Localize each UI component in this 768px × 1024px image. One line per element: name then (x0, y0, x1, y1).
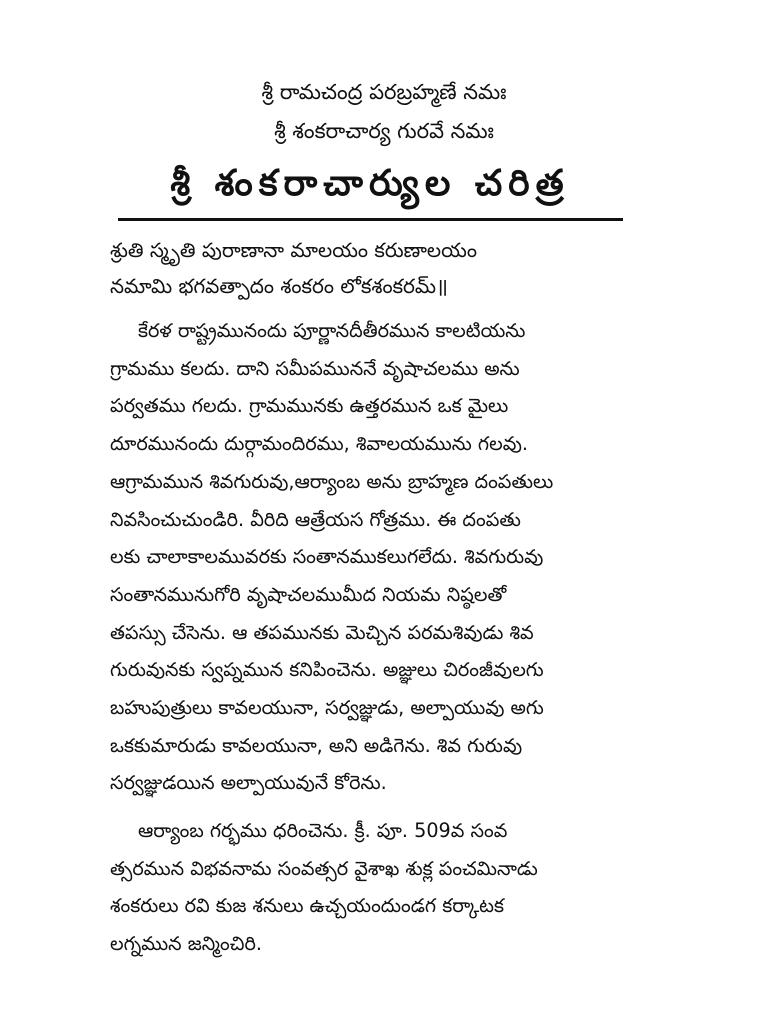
paragraph-line: త్సరమున విభవనామ సంవత్సర వైశాఖ శుక్ల పంచమినాడు (110, 856, 538, 880)
paragraph-line: పర్వతము గలదు. గ్రామమునకు ఉత్తరమున ఒక మైలు (110, 394, 509, 418)
paragraph-line: లకు చాలాకాలమువరకు సంతానముకలుగలేదు. శివగురువు (110, 545, 544, 569)
paragraph-line: ఆర్యాంబ గర్భము ధరించెను. క్రీ. పూ. 509వ సంవ (138, 819, 508, 842)
paragraph-line: సర్వజ్ఞుడయిన అల్పాయువునే కోరెను. (110, 771, 387, 795)
paragraph-line: లగ్నమున జన్మించిరి. (110, 932, 262, 956)
paragraph-line: గ్రామము కలదు. దాని సమీపముననే వృషాచలము అను (110, 356, 520, 380)
verse-line: నమామి భగవత్పాదం శంకరం లోకశంకరమ్॥ (110, 274, 449, 298)
paragraph-birth (110, 812, 665, 963)
page-title: శ్రీ శంకరాచార్యుల చరిత్ర (170, 163, 570, 204)
paragraph-line: నివసించుచుండిరి. వీరిది ఆత్రేయస గోత్రము. ఈ దంపతు (110, 507, 521, 531)
paragraph-line: సంతానమునుగోరి వృషాచలముమీద నియమ నిష్ఠలతో (110, 582, 507, 606)
verse-block (110, 232, 670, 304)
paragraph-line: కేరళ రాష్ట్రమునందు పూర్ణానదీతీరమున కాలటియను (138, 319, 526, 342)
paragraph-line: ఒకకుమారుడు కావలయునా, అని అడిగెను. శివ గురువు (110, 733, 523, 757)
paragraph-line: తపస్సు చేసెను. ఆ తపమునకు మెచ్చిన పరమశివుడు శివ (110, 620, 534, 644)
paragraph-line: ఆగ్రామమున శివగురువు,ఆర్యాంబ అను బ్రాహ్మణ దంపతులు (110, 469, 554, 493)
paragraph-line: బహుపుత్రులు కావలయునా, సర్వజ్ఞుడు, అల్పాయువు అగు (110, 696, 544, 720)
paragraph-line: గురువునకు స్వప్నమున కనిపించెను. అజ్ఞులు చిరంజీవులగు (110, 658, 544, 682)
paragraph-line: శంకరులు రవి కుజ శనులు ఉచ్చయందుండగ కర్కాటక (110, 894, 504, 918)
verse-line: శ్రుతి స్మృతి పురాణానా మాలయం కరుణాలయం (110, 238, 477, 262)
title-underline (118, 218, 623, 221)
invocation-shankara: శ్రీ శంకరాచార్య గురవే నమః (274, 119, 494, 143)
paragraph-birthplace (110, 312, 665, 802)
invocation-rama: శ్రీ రామచంద్ర పరబ్రహ్మణే నమః (261, 80, 507, 104)
paragraph-line: దూరమునందు దుర్గామందిరము, శివాలయమును గలవు. (110, 432, 528, 456)
